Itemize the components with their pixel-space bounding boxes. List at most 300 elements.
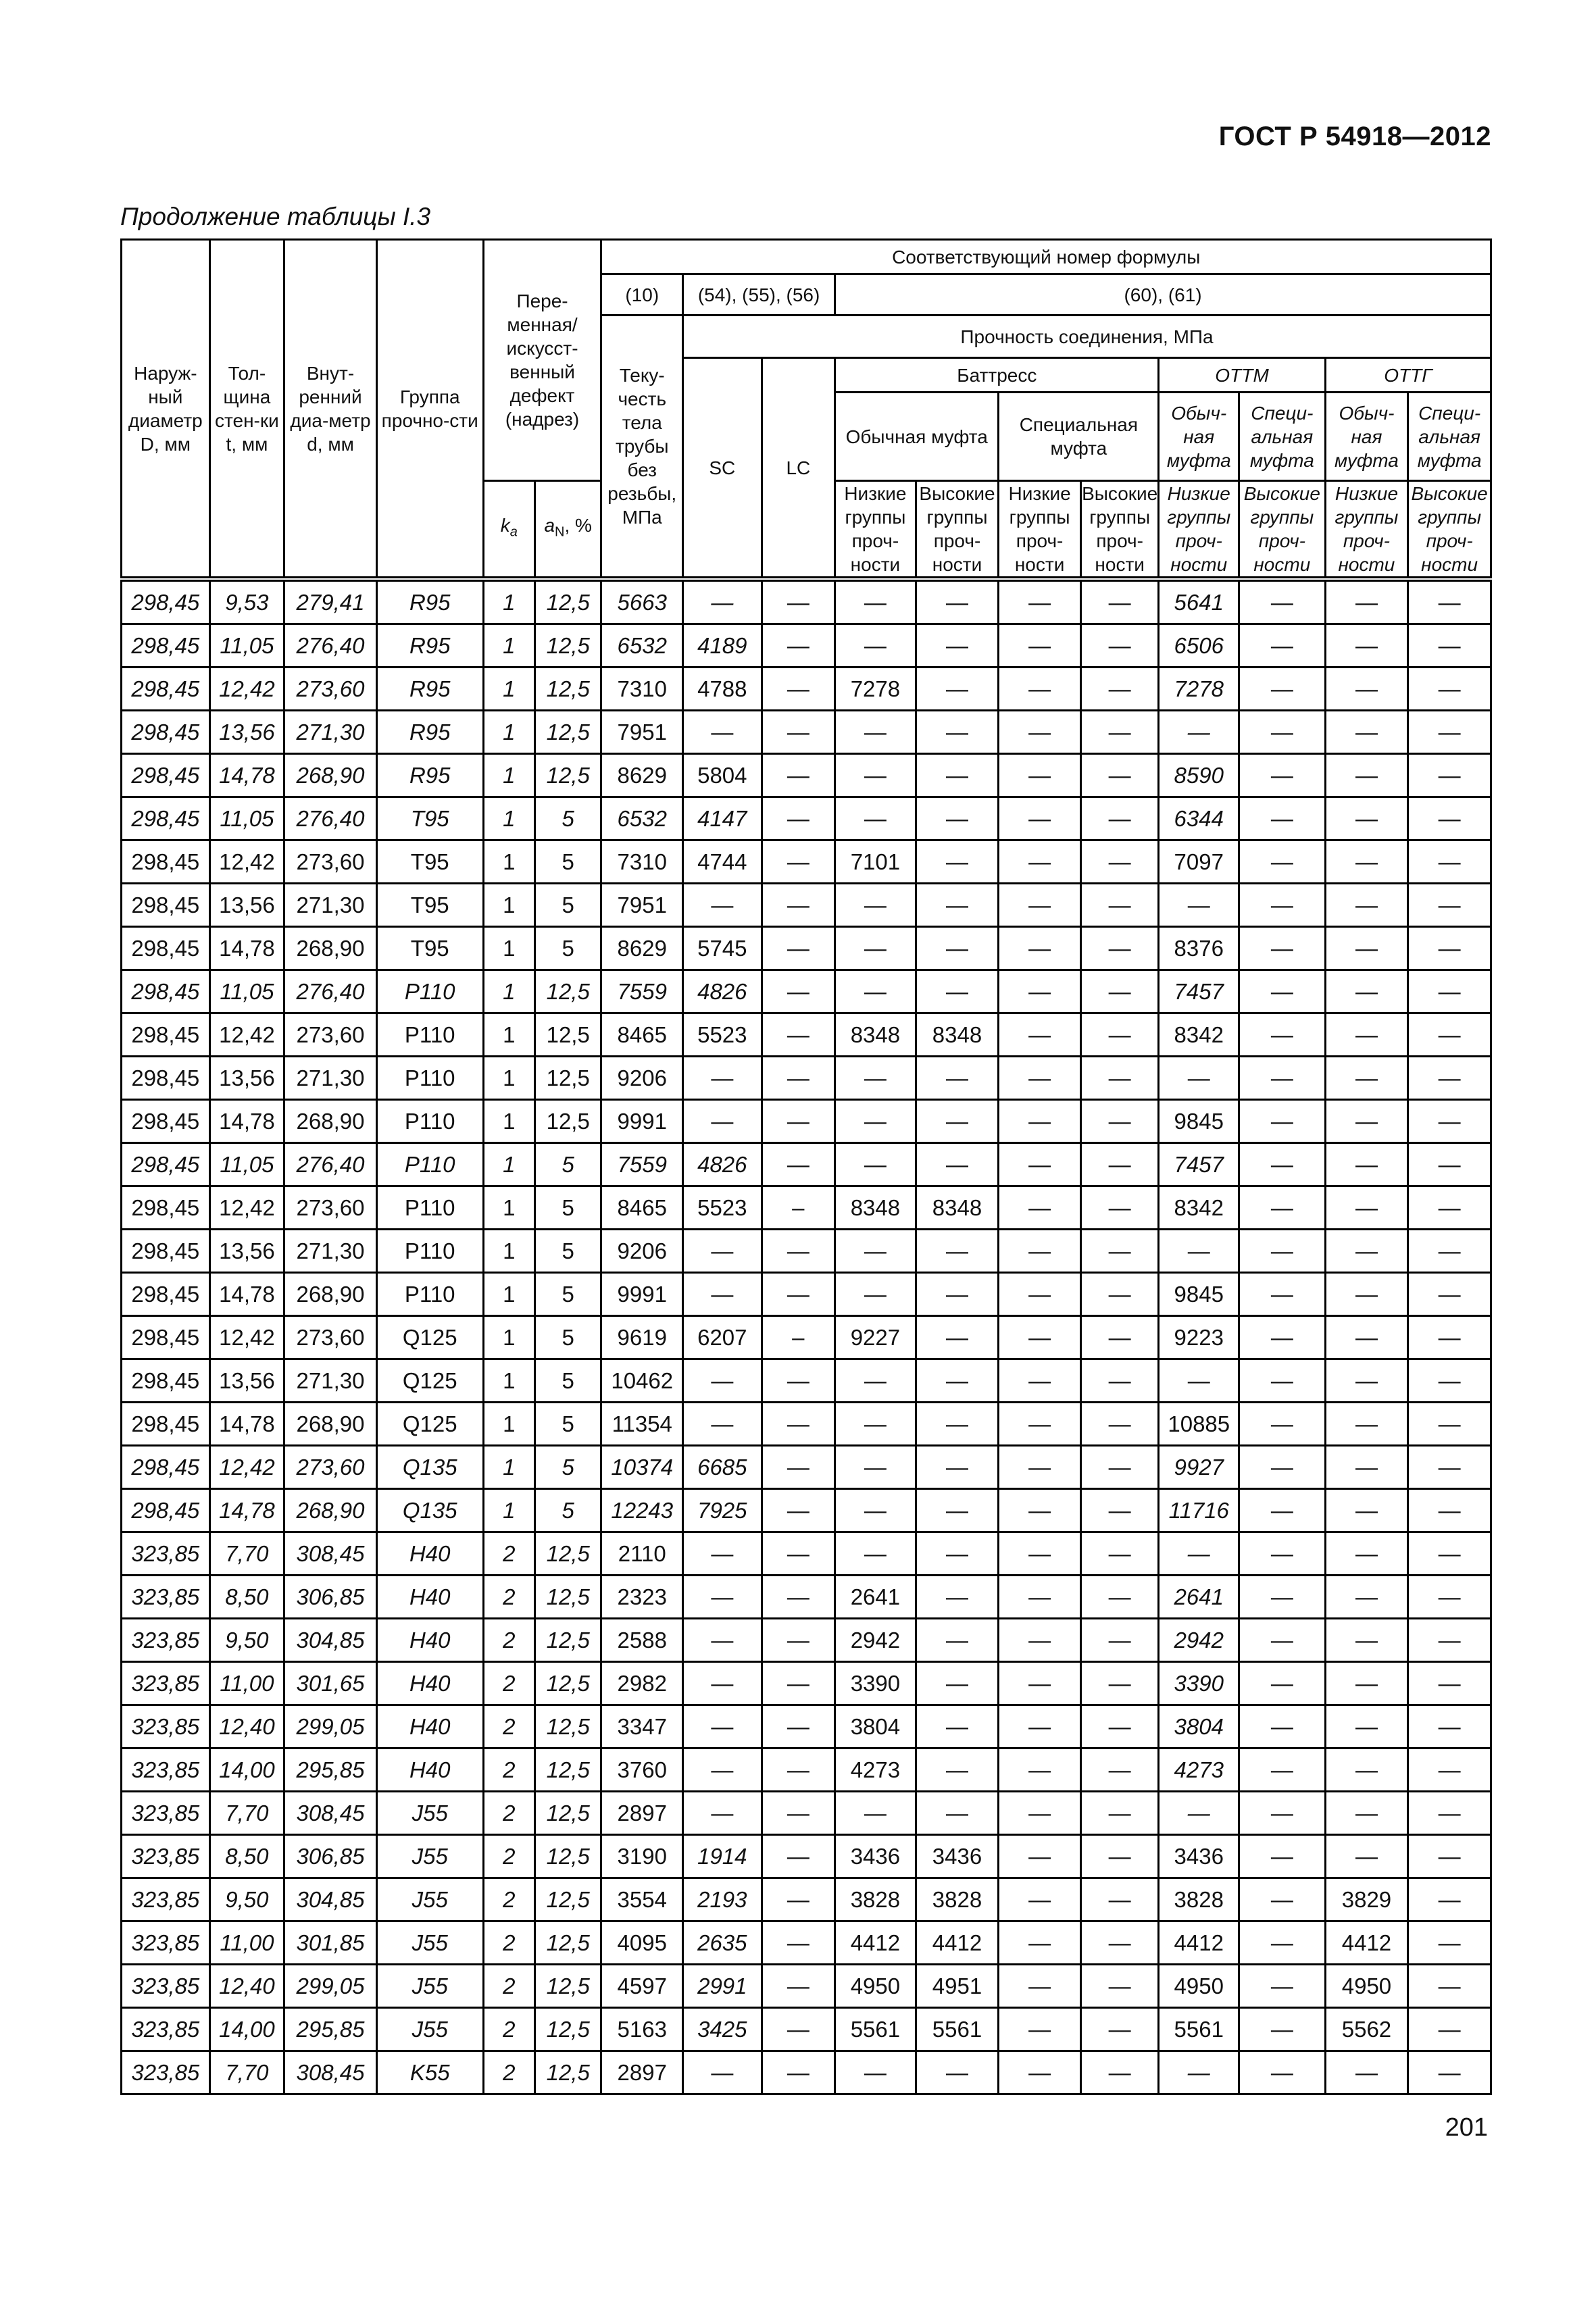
table-cell: 2 [483, 1965, 534, 2008]
table-row [122, 2051, 1491, 2094]
table-cell: — [683, 1705, 762, 1749]
table-cell: 301,85 [284, 1921, 377, 1965]
table-cell: 12,42 [209, 1316, 284, 1359]
table-body [122, 579, 1491, 2094]
header-lc: LC [762, 358, 835, 580]
table-cell: 5163 [601, 2008, 683, 2051]
table-cell: 298,45 [122, 927, 210, 970]
table-cell: — [1408, 1662, 1491, 1705]
table-cell: 6532 [601, 624, 683, 668]
table-cell: — [999, 1835, 1081, 1878]
table-cell: — [762, 1705, 835, 1749]
table-cell: 12,42 [209, 1186, 284, 1230]
table-cell: — [1239, 884, 1326, 927]
table-cell: — [1239, 1532, 1326, 1576]
table-cell: 5562 [1325, 2008, 1408, 2051]
table-cell: 4412 [1325, 1921, 1408, 1965]
table-row [122, 668, 1491, 711]
table-cell: P110 [376, 1100, 483, 1143]
table-cell: — [762, 2008, 835, 2051]
table-cell: — [1325, 579, 1408, 624]
table-cell: 2641 [1159, 1576, 1239, 1619]
table-cell: 1 [483, 1057, 534, 1100]
table-cell: — [835, 970, 916, 1013]
table-cell: — [1408, 1749, 1491, 1792]
table-cell: — [999, 1619, 1081, 1662]
table-cell: H40 [376, 1705, 483, 1749]
table-cell: 8629 [601, 754, 683, 797]
table-cell: — [916, 624, 999, 668]
table-cell: 7310 [601, 840, 683, 884]
table-cell: — [1239, 1619, 1326, 1662]
table-cell: R95 [376, 624, 483, 668]
table-cell: 5 [534, 1143, 601, 1186]
table-cell: — [1408, 1792, 1491, 1835]
table-cell: 268,90 [284, 927, 377, 970]
table-cell: 308,45 [284, 1532, 377, 1576]
table-cell: — [835, 754, 916, 797]
table-cell: 1 [483, 1273, 534, 1316]
table-cell: 268,90 [284, 1273, 377, 1316]
table-cell: Q135 [376, 1446, 483, 1489]
table-row [122, 1100, 1491, 1143]
table-cell: — [999, 1057, 1081, 1100]
table-cell: 2 [483, 1835, 534, 1878]
table-cell: 7,70 [209, 1792, 284, 1835]
table-cell: 276,40 [284, 970, 377, 1013]
header-strength-group: Группа прочно-сти [381, 386, 478, 431]
table-cell: 2193 [683, 1878, 762, 1921]
table-cell: 12243 [601, 1489, 683, 1532]
table-cell: — [999, 1921, 1081, 1965]
table-cell: 276,40 [284, 1143, 377, 1186]
table-cell: 1 [483, 754, 534, 797]
table-cell: — [1159, 1792, 1239, 1835]
table-cell: — [1080, 1705, 1159, 1749]
table-cell: — [916, 2051, 999, 2094]
table-cell: 7457 [1159, 1143, 1239, 1186]
table-cell: 8376 [1159, 927, 1239, 970]
table-cell: 298,45 [122, 711, 210, 754]
table-cell: — [916, 1143, 999, 1186]
table-cell: 9,53 [209, 579, 284, 624]
table-cell: 2942 [1159, 1619, 1239, 1662]
table-cell: H40 [376, 1749, 483, 1792]
table-cell: 2 [483, 1878, 534, 1921]
table-row [122, 1143, 1491, 1186]
table-cell: 4597 [601, 1965, 683, 2008]
table-cell: — [1159, 711, 1239, 754]
table-cell: — [999, 927, 1081, 970]
table-row [122, 2008, 1491, 2051]
table-cell: 2991 [683, 1965, 762, 2008]
table-cell: — [762, 1532, 835, 1576]
table-cell: — [916, 970, 999, 1013]
table-cell: 4826 [683, 1143, 762, 1186]
table-cell: 1 [483, 1230, 534, 1273]
table-cell: T95 [376, 797, 483, 840]
table-cell: 308,45 [284, 1792, 377, 1835]
table-cell: — [835, 624, 916, 668]
table-row [122, 1921, 1491, 1965]
table-cell: 271,30 [284, 884, 377, 927]
header-ottg-special: Специ-альная муфта [1408, 393, 1491, 481]
table-cell: 13,56 [209, 1230, 284, 1273]
table-cell: — [683, 1230, 762, 1273]
table-cell: P110 [376, 1057, 483, 1100]
table-cell: 1914 [683, 1835, 762, 1878]
header-high-4: Высокие группы проч-ности [1408, 481, 1491, 580]
table-cell: J55 [376, 1921, 483, 1965]
table-cell: 4788 [683, 668, 762, 711]
table-cell: 5 [534, 1446, 601, 1489]
table-cell: — [683, 1792, 762, 1835]
table-cell: 323,85 [122, 1576, 210, 1619]
table-cell: 5 [534, 1489, 601, 1532]
table-cell: 6506 [1159, 624, 1239, 668]
table-cell: R95 [376, 754, 483, 797]
table-cell: 2 [483, 1921, 534, 1965]
table-cell: — [1408, 2008, 1491, 2051]
table-cell: — [1325, 754, 1408, 797]
table-cell: 3804 [835, 1705, 916, 1749]
table-cell: — [683, 1576, 762, 1619]
table-cell: — [1080, 1446, 1159, 1489]
table-row [122, 970, 1491, 1013]
table-cell: 4951 [916, 1965, 999, 2008]
table-cell: — [1239, 711, 1326, 754]
header-ottm-regular: Обыч-ная муфта [1159, 393, 1239, 481]
table-cell: 5 [534, 1403, 601, 1446]
table-cell: — [999, 624, 1081, 668]
table-cell: — [1325, 1273, 1408, 1316]
table-cell: 5 [534, 1359, 601, 1403]
table-cell: — [1080, 1316, 1159, 1359]
table-cell: — [1408, 1532, 1491, 1576]
table-cell: 9206 [601, 1057, 683, 1100]
table-cell: 4412 [916, 1921, 999, 1965]
table-cell: 1 [483, 1143, 534, 1186]
table-cell: — [1408, 1576, 1491, 1619]
table-cell: — [999, 1403, 1081, 1446]
table-cell: — [916, 579, 999, 624]
table-cell: — [762, 668, 835, 711]
table-row [122, 1013, 1491, 1057]
table-row [122, 1878, 1491, 1921]
table-cell: — [1239, 1489, 1326, 1532]
table-cell: 2 [483, 1792, 534, 1835]
header-inner-diameter: Внут-ренний диа-метр d, мм [290, 362, 371, 455]
table-cell: — [762, 797, 835, 840]
table-cell: 1 [483, 711, 534, 754]
table-cell: — [999, 1186, 1081, 1230]
table-cell: – [762, 1186, 835, 1230]
table-cell: 8348 [835, 1013, 916, 1057]
table-row [122, 1662, 1491, 1705]
table-cell: — [1325, 1403, 1408, 1446]
table-cell: 3190 [601, 1835, 683, 1878]
table-cell: 1 [483, 1359, 534, 1403]
table-cell: — [762, 840, 835, 884]
table-cell: — [1080, 1576, 1159, 1619]
table-cell: 2641 [835, 1576, 916, 1619]
table-cell: 7925 [683, 1489, 762, 1532]
table-cell: J55 [376, 2008, 483, 2051]
table-cell: 5523 [683, 1013, 762, 1057]
table-cell: J55 [376, 1878, 483, 1921]
table-cell: 12,42 [209, 668, 284, 711]
table-cell: — [999, 840, 1081, 884]
table-cell: — [999, 1705, 1081, 1749]
table-cell: — [1408, 797, 1491, 840]
col-yield-body [601, 316, 683, 580]
table-cell: — [683, 2051, 762, 2094]
table-cell: — [916, 1230, 999, 1273]
table-cell: — [916, 840, 999, 884]
table-cell: 5 [534, 797, 601, 840]
table-cell: — [835, 1403, 916, 1446]
table-cell: — [1080, 1749, 1159, 1792]
table-cell: 11716 [1159, 1489, 1239, 1532]
table-cell: — [683, 1273, 762, 1316]
table-row [122, 1359, 1491, 1403]
table-cell: P110 [376, 1013, 483, 1057]
table-cell: — [1325, 1143, 1408, 1186]
table-cell: — [1325, 1186, 1408, 1230]
table-cell: 1 [483, 1013, 534, 1057]
table-cell: — [916, 1316, 999, 1359]
table-cell: 8,50 [209, 1835, 284, 1878]
table-cell: — [916, 754, 999, 797]
table-cell: 12,5 [534, 1532, 601, 1576]
table-cell: 5 [534, 884, 601, 927]
table-cell: 11,05 [209, 797, 284, 840]
table-cell: 4744 [683, 840, 762, 884]
table-cell: 1 [483, 1446, 534, 1489]
table-cell: — [999, 1230, 1081, 1273]
table-cell: — [1080, 1792, 1159, 1835]
table-cell: 298,45 [122, 1489, 210, 1532]
table-cell: 9927 [1159, 1446, 1239, 1489]
table-cell: — [1325, 1532, 1408, 1576]
table-cell: 10885 [1159, 1403, 1239, 1446]
table-cell: 9619 [601, 1316, 683, 1359]
table-cell: 1 [483, 1403, 534, 1446]
table-cell: — [762, 1792, 835, 1835]
table-row [122, 1965, 1491, 2008]
table-cell: — [835, 2051, 916, 2094]
table-cell: 3828 [1159, 1878, 1239, 1921]
table-cell: — [762, 1403, 835, 1446]
table-cell: — [835, 884, 916, 927]
table-cell: — [1325, 1662, 1408, 1705]
table-cell: — [1239, 624, 1326, 668]
table-cell: P110 [376, 1143, 483, 1186]
table-cell: — [1080, 884, 1159, 927]
table-cell: 14,78 [209, 1273, 284, 1316]
table-cell: — [1239, 1230, 1326, 1273]
table-cell: — [1408, 1013, 1491, 1057]
table-cell: 276,40 [284, 797, 377, 840]
table-cell: — [683, 1100, 762, 1143]
table-cell: — [1408, 754, 1491, 797]
table-cell: — [1080, 840, 1159, 884]
table-cell: 3390 [835, 1662, 916, 1705]
table-cell: R95 [376, 668, 483, 711]
table-cell: 11,00 [209, 1662, 284, 1705]
table-cell: 271,30 [284, 1359, 377, 1403]
table-cell: 12,5 [534, 970, 601, 1013]
table-cell: — [1239, 1878, 1326, 1921]
table-cell: — [1408, 1965, 1491, 2008]
table-cell: Q135 [376, 1489, 483, 1532]
table-cell: 12,5 [534, 1965, 601, 2008]
table-cell: 12,5 [534, 1100, 601, 1143]
table-cell: 13,56 [209, 711, 284, 754]
table-cell: 14,00 [209, 1749, 284, 1792]
table-cell: — [835, 1532, 916, 1576]
table-row [122, 927, 1491, 970]
table-cell: 299,05 [284, 1705, 377, 1749]
table-cell: 12,5 [534, 579, 601, 624]
table-cell: — [1239, 927, 1326, 970]
table-cell: 4273 [1159, 1749, 1239, 1792]
table-cell: — [1239, 1273, 1326, 1316]
table-cell: 5 [534, 840, 601, 884]
table-cell: — [1325, 1057, 1408, 1100]
table-cell: 5 [534, 1230, 601, 1273]
table-caption: Продолжение таблицы I.3 [120, 203, 431, 230]
data-table [120, 238, 1492, 2095]
table-cell: — [1325, 1100, 1408, 1143]
header-low-2: Низкие группы проч-ности [999, 481, 1081, 580]
table-row [122, 1057, 1491, 1100]
table-row [122, 840, 1491, 884]
table-cell: — [835, 1230, 916, 1273]
table-cell: 6532 [601, 797, 683, 840]
table-cell: — [1325, 624, 1408, 668]
table-cell: 13,56 [209, 884, 284, 927]
table-cell: — [1080, 1186, 1159, 1230]
table-row [122, 1403, 1491, 1446]
table-header [122, 240, 1491, 580]
table-cell: 323,85 [122, 1662, 210, 1705]
table-cell: — [1325, 1619, 1408, 1662]
header-outer-diameter: Наруж-ный диаметр D, мм [128, 362, 203, 455]
table-cell: 1 [483, 1186, 534, 1230]
table-cell: — [835, 1143, 916, 1186]
header-joint-strength: Прочность соединения, МПа [683, 316, 1491, 358]
table-cell: 1 [483, 797, 534, 840]
table-cell: — [835, 1446, 916, 1489]
table-cell: — [1408, 1921, 1491, 1965]
table-cell: 11,05 [209, 970, 284, 1013]
table-cell: — [683, 1057, 762, 1100]
table-cell: — [916, 1792, 999, 1835]
table-cell: 3760 [601, 1749, 683, 1792]
table-cell: 12,5 [534, 1576, 601, 1619]
table-cell: 2982 [601, 1662, 683, 1705]
table-cell: 12,40 [209, 1965, 284, 2008]
table-cell: — [683, 1662, 762, 1705]
table-cell: — [1325, 927, 1408, 970]
table-cell: — [999, 1273, 1081, 1316]
table-cell: — [1080, 711, 1159, 754]
table-row [122, 1230, 1491, 1273]
table-cell: — [1080, 1143, 1159, 1186]
table-cell: — [916, 927, 999, 970]
table-cell: — [999, 1749, 1081, 1792]
table-cell: — [1408, 1489, 1491, 1532]
table-cell: — [1325, 1316, 1408, 1359]
table-cell: — [1408, 711, 1491, 754]
table-cell: — [999, 797, 1081, 840]
table-cell: P110 [376, 1186, 483, 1230]
table-cell: 12,5 [534, 1013, 601, 1057]
table-cell: 323,85 [122, 1792, 210, 1835]
table-row [122, 1576, 1491, 1619]
header-ottg-regular: Обыч-ная муфта [1325, 393, 1408, 481]
col-wall-thickness [209, 240, 284, 580]
table-row [122, 711, 1491, 754]
table-row [122, 797, 1491, 840]
table-cell: — [1080, 1230, 1159, 1273]
table-cell: 7559 [601, 970, 683, 1013]
table-cell: 5 [534, 1316, 601, 1359]
table-cell: — [1080, 1013, 1159, 1057]
table-cell: 304,85 [284, 1619, 377, 1662]
table-cell: — [999, 1359, 1081, 1403]
table-cell: H40 [376, 1532, 483, 1576]
table-cell: 268,90 [284, 1100, 377, 1143]
table-row [122, 1489, 1491, 1532]
table-cell: — [1325, 1230, 1408, 1273]
table-cell: 3804 [1159, 1705, 1239, 1749]
table-cell: 12,5 [534, 1921, 601, 1965]
table-cell: 5 [534, 1186, 601, 1230]
table-cell: — [1159, 884, 1239, 927]
header-defect: Пере-менная/ искусст-венный дефект (надрез) [505, 291, 580, 430]
table-cell: — [999, 2051, 1081, 2094]
table-cell: — [1239, 1749, 1326, 1792]
table-cell: 5 [534, 927, 601, 970]
table-cell: — [1080, 970, 1159, 1013]
table-cell: 12,5 [534, 1792, 601, 1835]
table-cell: 11,05 [209, 624, 284, 668]
table-cell: 271,30 [284, 1230, 377, 1273]
table-cell: J55 [376, 1965, 483, 2008]
table-cell: — [1080, 1489, 1159, 1532]
table-cell: — [1325, 1749, 1408, 1792]
table-cell: K55 [376, 2051, 483, 2094]
table-cell: — [1325, 840, 1408, 884]
table-cell: — [762, 1878, 835, 1921]
header-an: $a_N$, % [534, 481, 601, 580]
table-cell: — [1239, 1446, 1326, 1489]
table-cell: 7278 [1159, 668, 1239, 711]
table-cell: 9,50 [209, 1878, 284, 1921]
table-cell: — [1408, 840, 1491, 884]
table-cell: 12,5 [534, 711, 601, 754]
table-cell: P110 [376, 1273, 483, 1316]
table-cell: — [1408, 1878, 1491, 1921]
table-cell: — [1080, 1662, 1159, 1705]
header-buttress: Баттресс [835, 358, 1159, 393]
table-cell: 2 [483, 2051, 534, 2094]
table-cell: 12,5 [534, 1878, 601, 1921]
table-cell: 2 [483, 1532, 534, 1576]
header-special-coupling: Специальная муфта [999, 393, 1159, 481]
